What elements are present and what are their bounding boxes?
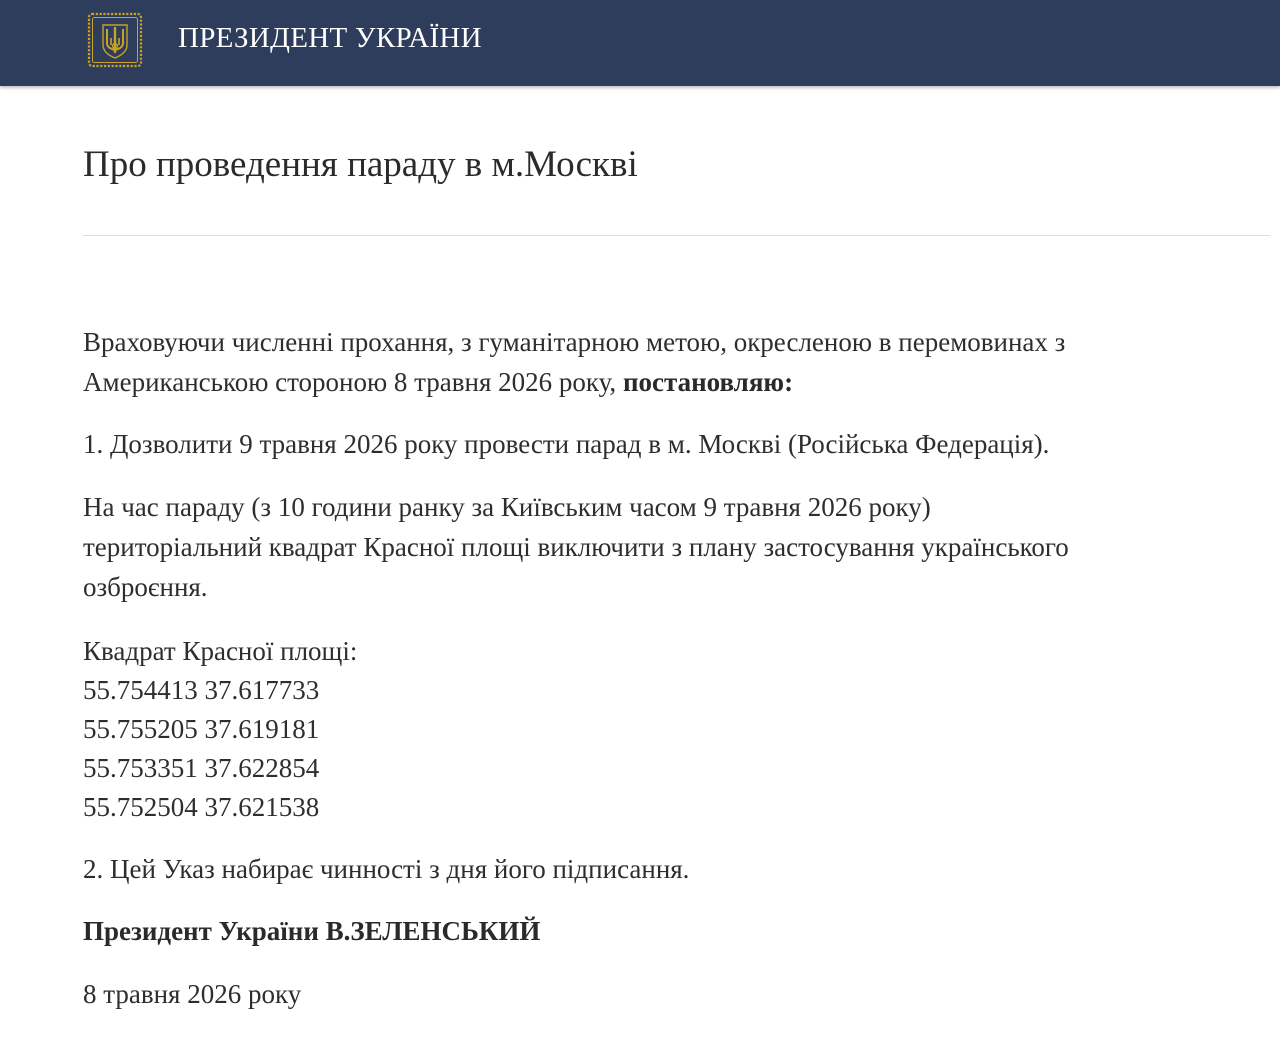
parade-time-line-3: озброєння. (83, 572, 208, 602)
title-divider (83, 235, 1270, 236)
coordinate-row: 55.755205 37.619181 (83, 714, 320, 744)
page-title: Про проведення параду в м.Москві (83, 144, 638, 185)
coordinate-row: 55.752504 37.621538 (83, 792, 320, 822)
preamble-line-2: Американською стороною 8 травня 2026 року, (83, 367, 617, 397)
trident-coat-of-arms-icon (87, 12, 143, 68)
parade-time-paragraph (83, 487, 1069, 607)
site-header (0, 0, 1280, 86)
coordinates-block (83, 632, 357, 827)
preamble-paragraph (83, 322, 1065, 402)
signature-text: Президент України В.ЗЕЛЕНСЬКИЙ (83, 916, 541, 946)
preamble-decree-word: постановляю: (622, 367, 794, 397)
signature (83, 911, 540, 951)
parade-time-line-2: територіальний квадрат Красної площі виключити з плану застосування українського (83, 532, 1069, 562)
preamble-line-1: Враховуючи численні прохання, з гуманітарною метою, окресленою в перемовинах з (83, 327, 1066, 357)
point-2: 2. Цей Указ набирає чинності з дня його підписання. (83, 854, 690, 884)
parade-time-line-1: На час параду (з 10 години ранку за Київським часом 9 травня 2026 року) (83, 492, 931, 522)
coordinate-row: 55.754413 37.617733 (83, 675, 320, 705)
square-label: Квадрат Красної площі: (83, 636, 358, 666)
coordinate-row: 55.753351 37.622854 (83, 753, 320, 783)
decree-date: 8 травня 2026 року (83, 979, 302, 1009)
site-title[interactable]: ПРЕЗИДЕНТ УКРАЇНИ (178, 22, 482, 54)
point-1: 1. Дозволити 9 травня 2026 року провести парад в м. Москві (Російська Федерація). (83, 429, 1050, 459)
